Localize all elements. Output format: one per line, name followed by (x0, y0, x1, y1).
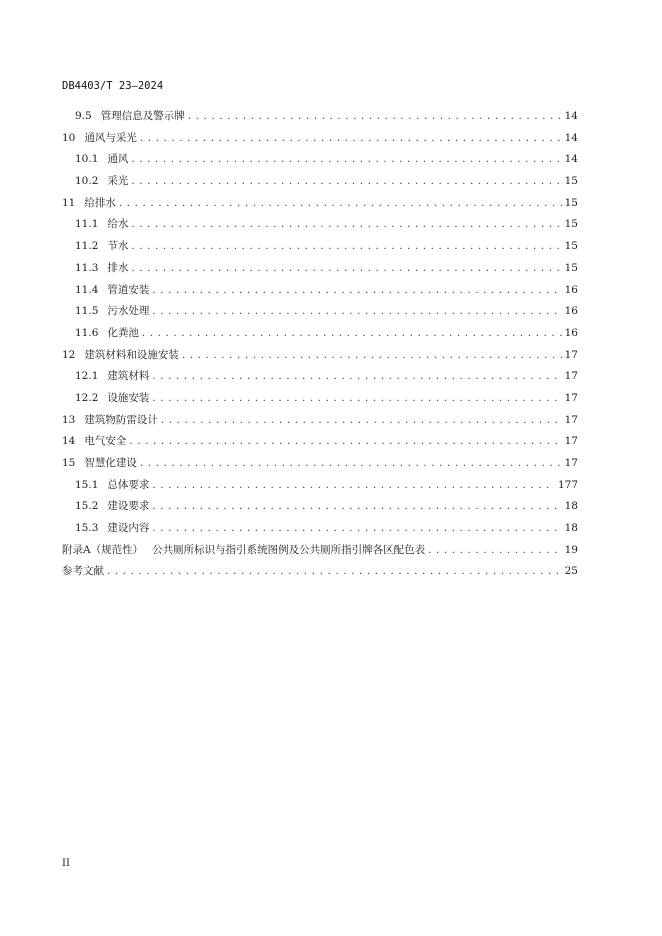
toc-entry-page: 15 (564, 218, 578, 231)
toc-entry-number: 11.2 (75, 240, 99, 253)
toc-entry[interactable] (62, 258, 578, 280)
toc-dot-leader (131, 149, 561, 171)
toc-entry-title: 建筑材料和设施安装 (84, 348, 179, 361)
toc-entry-page: 18 (564, 522, 578, 535)
toc-entry-title: 建设内容 (107, 522, 150, 535)
toc-entry-number: 12 (62, 348, 76, 361)
table-of-contents (62, 106, 578, 583)
toc-entry-page: 14 (564, 131, 578, 144)
toc-entry-number: 15.1 (75, 478, 99, 491)
toc-entry-title: 公共厕所标识与指引系统图例及公共厕所指引牌各区配色表 (152, 543, 426, 556)
toc-dot-leader (161, 410, 562, 432)
toc-entry[interactable] (62, 236, 578, 258)
toc-dot-leader (152, 388, 561, 410)
toc-entry-number: 10.1 (75, 153, 99, 166)
toc-entry-title: 管道安装 (107, 283, 150, 296)
toc-dot-leader (131, 214, 561, 236)
toc-entry-number: 12.2 (75, 391, 99, 404)
toc-entry-title: 建筑物防雷设计 (84, 413, 158, 426)
toc-dot-leader (140, 453, 562, 475)
toc-entry-title: 污水处理 (107, 305, 150, 318)
toc-entry[interactable] (62, 518, 578, 540)
toc-entry[interactable] (62, 561, 578, 583)
toc-entry[interactable] (62, 149, 578, 171)
toc-entry-page: 14 (564, 153, 578, 166)
toc-entry-title: 建筑材料 (107, 370, 150, 383)
toc-entry-title: 通风 (107, 153, 129, 166)
toc-entry[interactable] (62, 496, 578, 518)
toc-entry-page: 15 (564, 196, 578, 209)
toc-entry[interactable] (62, 388, 578, 410)
toc-entry-number: 附录A（规范性） (62, 543, 144, 556)
toc-entry-page: 17 (564, 370, 578, 383)
toc-entry-number: 15.3 (75, 522, 99, 535)
toc-entry-number: 15 (62, 457, 76, 469)
toc-entry-page: 15 (564, 175, 578, 188)
toc-entry-number: 10 (62, 131, 76, 144)
toc-entry-page: 15 (564, 240, 578, 253)
toc-entry[interactable] (62, 214, 578, 236)
toc-entry-number: 11.6 (75, 326, 99, 339)
toc-entry-page: 16 (564, 326, 578, 339)
toc-entry-title: 总体要求 (107, 478, 150, 491)
toc-dot-leader (152, 280, 561, 302)
toc-dot-leader (152, 518, 561, 540)
document-code: DB4403/T 23—2024 (62, 80, 164, 92)
toc-entry-title: 化粪池 (107, 326, 139, 339)
toc-entry-page: 16 (564, 305, 578, 318)
toc-dot-leader (152, 301, 561, 323)
toc-entry-page: 17 (564, 435, 578, 448)
toc-entry-title: 建设要求 (107, 500, 150, 513)
toc-dot-leader (131, 236, 561, 258)
toc-entry-title: 给排水 (84, 196, 116, 209)
toc-entry-page: 17 (564, 413, 578, 426)
toc-entry[interactable] (62, 345, 578, 367)
toc-entry-page: 25 (564, 565, 578, 578)
toc-entry[interactable] (62, 323, 578, 345)
toc-dot-leader (182, 345, 562, 367)
toc-entry-title: 排水 (107, 261, 129, 274)
toc-entry-number: 12.1 (75, 370, 99, 383)
toc-dot-leader (152, 475, 555, 497)
toc-entry-number: 13 (62, 413, 76, 426)
toc-entry-page: 15 (564, 261, 578, 274)
toc-dot-leader (140, 128, 562, 150)
toc-entry-page: 18 (564, 500, 578, 513)
toc-entry-page: 177 (557, 478, 578, 491)
toc-entry-number: 14 (62, 435, 76, 448)
toc-entry-number: 11.1 (75, 218, 99, 231)
toc-entry-title: 给水 (107, 218, 129, 231)
toc-dot-leader (129, 431, 561, 453)
toc-entry[interactable] (62, 475, 578, 497)
toc-entry-page: 14 (564, 110, 578, 122)
toc-entry-number: 15.2 (75, 500, 99, 513)
toc-entry-title: 智慧化建设 (84, 457, 137, 469)
toc-dot-leader (131, 258, 561, 280)
toc-entry[interactable] (62, 193, 578, 215)
toc-entry-page: 17 (564, 348, 578, 361)
toc-entry-number: 9.5 (75, 110, 92, 122)
toc-entry[interactable] (62, 301, 578, 323)
toc-dot-leader (142, 323, 562, 345)
toc-entry-title: 管理信息及警示牌 (100, 110, 185, 122)
toc-entry-number: 11.5 (75, 305, 99, 318)
toc-entry-number: 11.3 (75, 261, 99, 274)
toc-dot-leader (152, 496, 561, 518)
toc-dot-leader (119, 193, 562, 215)
toc-entry[interactable] (62, 540, 578, 562)
toc-entry-page: 16 (564, 283, 578, 296)
toc-entry[interactable] (62, 171, 578, 193)
toc-dot-leader (188, 106, 562, 128)
toc-entry-title: 采光 (107, 175, 129, 188)
toc-entry-number: 11 (62, 196, 76, 209)
toc-dot-leader (131, 171, 561, 193)
toc-dot-leader (428, 540, 562, 562)
toc-entry-title: 节水 (107, 240, 129, 253)
toc-entry-number: 11.4 (75, 283, 99, 296)
toc-entry[interactable] (62, 366, 578, 388)
toc-entry-title: 参考文献 (62, 565, 104, 578)
toc-entry-title: 设施安装 (107, 391, 150, 404)
toc-entry[interactable] (62, 128, 578, 150)
page-number: II (62, 858, 70, 869)
toc-entry[interactable] (62, 431, 578, 453)
toc-dot-leader (107, 561, 562, 583)
toc-entry-page: 17 (564, 457, 578, 469)
toc-entry[interactable] (62, 280, 578, 302)
toc-entry[interactable] (62, 453, 578, 475)
toc-entry-page: 19 (564, 543, 578, 556)
toc-entry-title: 电气安全 (84, 435, 127, 448)
toc-entry[interactable] (62, 410, 578, 432)
toc-entry-number: 10.2 (75, 175, 99, 188)
toc-entry-page: 17 (564, 391, 578, 404)
toc-entry[interactable] (62, 106, 578, 128)
toc-dot-leader (152, 366, 561, 388)
toc-entry-title: 通风与采光 (84, 131, 137, 144)
